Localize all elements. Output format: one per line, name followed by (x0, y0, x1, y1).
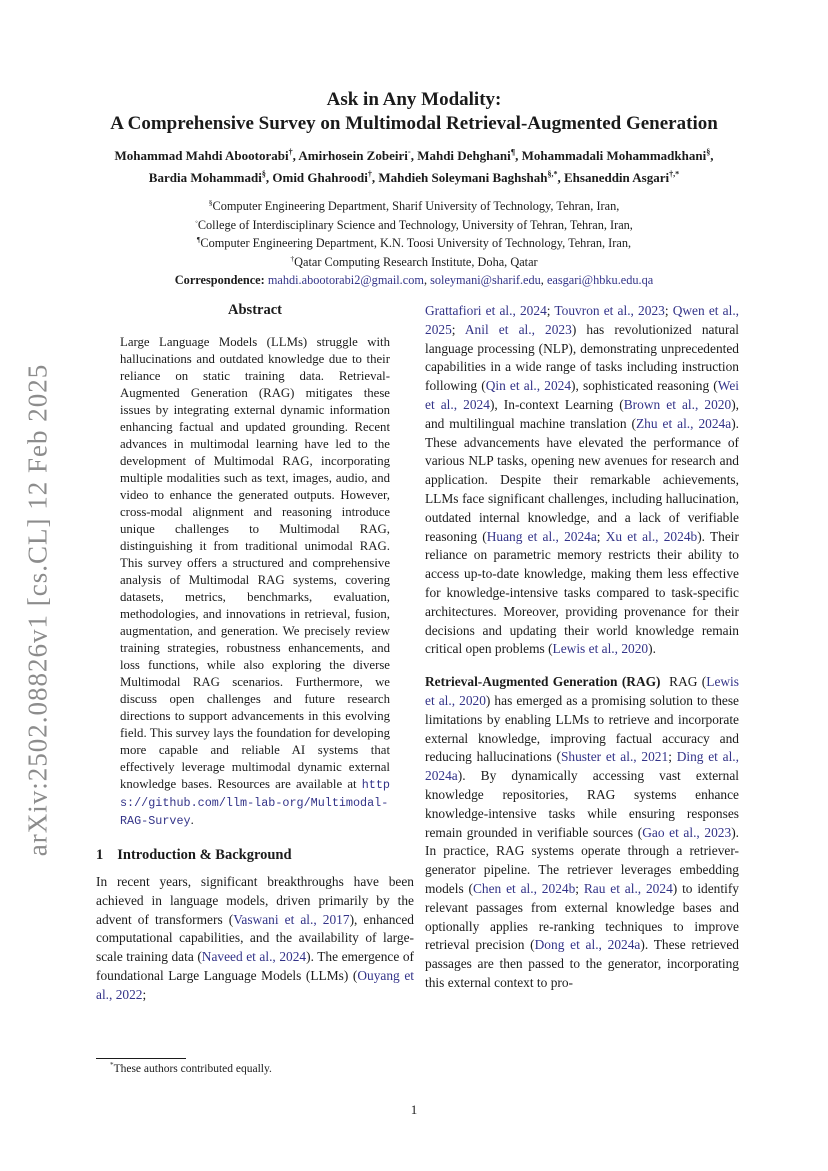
citation-link[interactable]: Chen et al., 2024b (472, 880, 576, 896)
url-link[interactable]: https://github.com/llm-lab-org/Multimodal-RAG-Survey (120, 778, 390, 828)
citation-link[interactable]: soleymani@sharif.edu (430, 273, 541, 287)
affiliation-toosi: ¶Computer Engineering Department, K.N. Toosi University of Technology, Tehran, Iran, (196, 234, 632, 250)
abstract-text: Large Language Models (LLMs) struggle with hallucinations and outdated knowledge due to their reliance on static training data. Retrieval-Augmented Generation (RAG) mitigates these issues by integrating external dynamic information enhancing factual and updated grounding. Recent advances in multimodal learning have led to the development of Multimodal RAG, incorporating multiple modalities such as text, images, audio, and video to enhance the generated outputs. However, cross-modal alignment and reasoning introduce unique challenges to Multimodal RAG, distinguishing it from traditional unimodal RAG. This survey offers a structured and comprehensive analysis of Multimodal RAG systems, covering datasets, metrics, benchmarks, evaluation, methodologies, and innovations in retrieval, fusion, augmentation, and generation. We precisely review training strategies, robustness enhancements, and loss functions, while also exploring the diverse Multimodal RAG scenarios. Furthermore, we discuss open challenges and future research directions to support advancements in this evolving field. This survey lays the foundation for developing more capable and reliable AI systems that effectively leverage multimodal dynamic external knowledge bases. Resources are available at https://github.com/llm-lab-org/Multimodal-RAG-Survey. (120, 335, 390, 828)
citation-link[interactable]: Rau et al., 2024 (583, 880, 673, 896)
paper-title (0, 88, 828, 135)
citation-link[interactable]: Lewis et al., 2020 (552, 641, 649, 657)
affiliation-sharif: §Computer Engineering Department, Sharif University of Technology, Tehran, Iran, (208, 197, 620, 213)
arxiv-watermark: arXiv:2502.08826v1 [cs.CL] 12 Feb 2025 (22, 363, 53, 857)
section-number: 1 (96, 847, 104, 863)
citation-link[interactable]: Lewis et al., 2020 (425, 674, 739, 708)
citation-link[interactable]: Brown et al., 2020 (623, 396, 732, 412)
correspondence-line: Correspondence: mahdi.abootorabi2@gmail.com, soleymani@sharif.edu, easgari@hbku.edu.qa (174, 273, 654, 287)
author-line-1: Mohammad Mahdi Abootorabi†, Amirhosein Zobeiri◦, Mahdi Dehghani¶, Mohammadali Mohammadkhani§, (114, 147, 714, 163)
citation-link[interactable]: Xu et al., 2024b (605, 528, 698, 544)
citation-link[interactable]: Touvron et al., 2023 (554, 303, 665, 318)
paper-header (0, 88, 828, 288)
page-number: 1 (410, 1102, 418, 1117)
citation-link[interactable]: mahdi.abootorabi2@gmail.com (267, 273, 424, 287)
citation-link[interactable]: easgari@hbku.edu.qa (546, 273, 654, 287)
citation-link[interactable]: Qwen et al., 2025 (425, 303, 740, 337)
right-column (425, 302, 739, 993)
citation-link[interactable]: Ding et al., 2024a (425, 749, 740, 784)
citation-link[interactable]: Wei et al., 2024 (425, 378, 739, 412)
paper-title-line1: Ask in Any Modality: (326, 89, 502, 110)
author-block (0, 145, 828, 189)
citation-link[interactable]: Ouyang et al., 2022 (96, 967, 414, 1002)
section-1-heading (96, 847, 414, 864)
intro-paragraph: In recent years, significant breakthroughs have been achieved in language models, driven primarily by the advent of transformers (Vaswani et al., 2017), enhanced computational capabilities, and the availability of large-scale training data (Naveed et al., 2024). The emergence of foundational Large Language Models (LLMs) (Ouyang et al., 2022; (96, 874, 414, 1002)
citation-link[interactable]: Shuster et al., 2021 (560, 749, 669, 765)
citation-link[interactable]: Zhu et al., 2024a (635, 415, 732, 431)
footnote (96, 1058, 414, 1075)
section-title: Introduction & Background (117, 847, 292, 863)
affiliation-qcri: †Qatar Computing Research Institute, Doha, Qatar (290, 253, 538, 269)
footnote-rule (96, 1058, 186, 1059)
citation-link[interactable]: Dong et al., 2024a (534, 937, 641, 953)
citation-link[interactable]: Huang et al., 2024a (486, 528, 597, 544)
rag-paragraph: Retrieval-Augmented Generation (RAG) RAG (Lewis et al., 2020) has emerged as a promising solution to these limitations by enabling LLMs to retrieve and incorporate external knowledge, improving factual accuracy and reducing hallucinations (Shuster et al., 2021; Ding et al., 2024a). By dynamically accessing vast external knowledge repositories, RAG systems enhance knowledge-intensive tasks while ensuring responses remain grounded in verifiable sources (Gao et al., 2023). In practice, RAG systems operate through a retriever-generator pipeline. The retriever leverages embedding models (Chen et al., 2024b; Rau et al., 2024) to identify relevant passages from external knowledge bases and optionally applies re-ranking techniques to improve retrieval precision (Dong et al., 2024a). These retrieved passages are then passed to the generator, incorporating this external context to pro- (425, 674, 740, 990)
citation-link[interactable]: Gao et al., 2023 (642, 824, 732, 840)
citation-link[interactable]: Qin et al., 2024 (485, 378, 572, 394)
left-column (96, 302, 414, 1005)
abstract-heading: Abstract (228, 302, 282, 318)
citation-link[interactable]: Vaswani et al., 2017 (233, 911, 350, 927)
paper-title-line2: A Comprehensive Survey on Multimodal Retrieval-Augmented Generation (110, 112, 718, 134)
citation-link[interactable]: Naveed et al., 2024 (201, 949, 307, 965)
citation-link[interactable]: Grattafiori et al., 2024 (425, 303, 547, 318)
affiliation-block (0, 197, 828, 271)
author-line-2: Bardia Mohammadi§, Omid Ghahroodi†, Mahdieh Soleymani Baghshah§,*, Ehsaneddin Asgari†,* (148, 169, 680, 185)
citation-link[interactable]: Anil et al., 2023 (464, 321, 572, 337)
affiliation-tehran: ◦College of Interdisciplinary Science and Technology, University of Tehran, Tehran, Iran, (195, 216, 633, 232)
intro-continued-paragraph: Grattafiori et al., 2024; Touvron et al., 2023; Qwen et al., 2025; Anil et al., 2023) has revolutionized natural language processing (NLP), demonstrating unprecedented capabilities in a wide range of tasks including instruction following (Qin et al., 2024), sophisticated reasoning (Wei et al., 2024), In-context Learning (Brown et al., 2020), and multilingual machine translation (Zhu et al., 2024a). These advancements have elevated the performance of various NLP tasks, opening new avenues for research and application. Despite their remarkable achievements, LLMs face significant challenges, including hallucination, outdated internal knowledge, and a lack of verifiable reasoning (Huang et al., 2024a; Xu et al., 2024b). Their reliance on parametric memory restricts their ability to access up-to-date knowledge, making them less effective for knowledge-intensive tasks compared to task-specific architectures. Moreover, providing provenance for their decisions and updating their world knowledge remain critical open problems (Lewis et al., 2020). (425, 303, 740, 657)
footnote-text: *These authors contributed equally. (110, 1061, 272, 1075)
